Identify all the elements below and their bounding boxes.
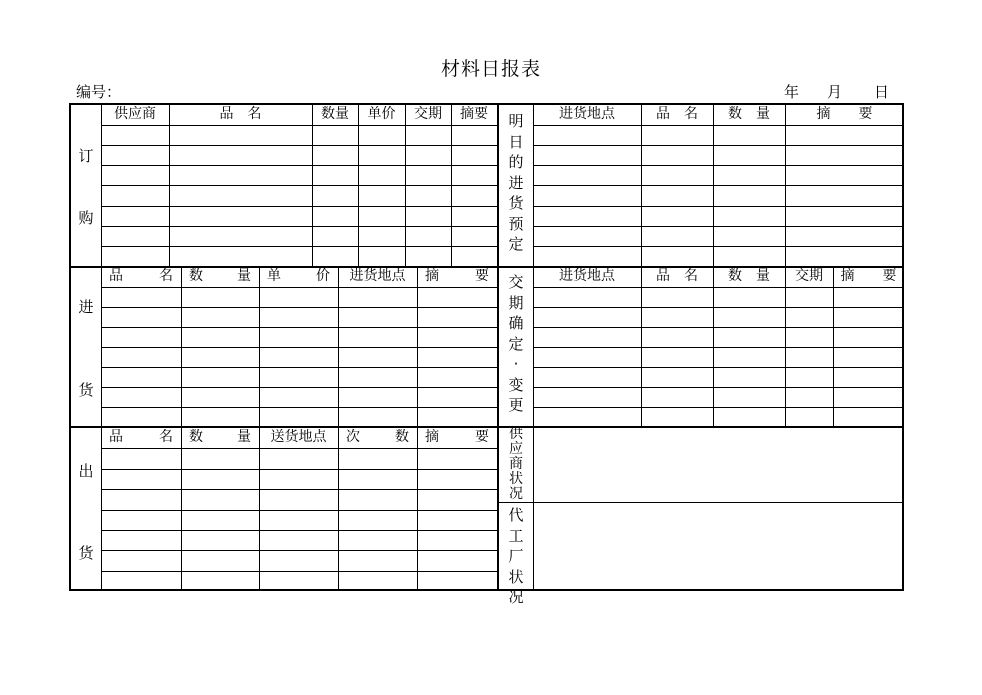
number-label: 编号： (76, 83, 122, 101)
next-day-label: 明 日 的 进 货 预 定 (508, 112, 524, 253)
delivery-header-0: 进货地点 (559, 268, 615, 284)
delivery-header-1: 品 名 (656, 268, 698, 284)
order-side-top: 订 (78, 147, 94, 165)
delivery-header-3: 交期 (795, 268, 823, 284)
next-header-2: 数 量 (728, 106, 770, 122)
incoming-side-bottom: 货 (78, 381, 94, 399)
delivery-change-label: 交 期 确 定 · 变 更 (508, 273, 524, 414)
outgoing-side-bottom: 货 (78, 544, 94, 562)
delivery-header-2: 数 量 (728, 268, 770, 284)
order-header-3: 单价 (367, 106, 396, 122)
incoming-header-4: 摘 要 (425, 268, 489, 284)
order-header-2: 数量 (321, 106, 349, 122)
outgoing-header-4: 摘 要 (425, 429, 489, 445)
subcontractor-status-label: 代 工 厂 状 况 (508, 506, 524, 606)
outgoing-header-2: 送货地点 (270, 429, 327, 445)
incoming-header-2: 单 价 (267, 268, 330, 284)
next-header-3: 摘 要 (816, 106, 873, 122)
month-label: 月 (827, 83, 843, 101)
incoming-header-3: 进货地点 (349, 268, 406, 284)
next-header-1: 品 名 (656, 106, 698, 122)
year-label: 年 (784, 83, 800, 101)
order-header-1: 品 名 (219, 106, 262, 122)
day-label: 日 (874, 83, 890, 101)
supplier-status-label: 供 应 商 状 况 (509, 426, 523, 502)
incoming-header-0: 品 名 (109, 268, 173, 284)
order-header-4: 交期 (414, 106, 442, 122)
order-header-5: 摘要 (460, 106, 488, 122)
outgoing-header-1: 数 量 (189, 429, 251, 445)
order-header-0: 供应商 (114, 106, 156, 122)
next-header-0: 进货地点 (559, 106, 615, 122)
outgoing-header-3: 次 数 (346, 429, 409, 445)
delivery-header-4: 摘 要 (840, 268, 897, 284)
order-side-bottom: 购 (78, 209, 94, 227)
incoming-side-top: 进 (78, 298, 94, 316)
incoming-header-1: 数 量 (189, 268, 251, 284)
report-form (69, 103, 904, 606)
outgoing-header-0: 品 名 (109, 429, 173, 445)
page-title: 材料日报表 (440, 58, 541, 80)
outgoing-side-top: 出 (78, 462, 94, 480)
